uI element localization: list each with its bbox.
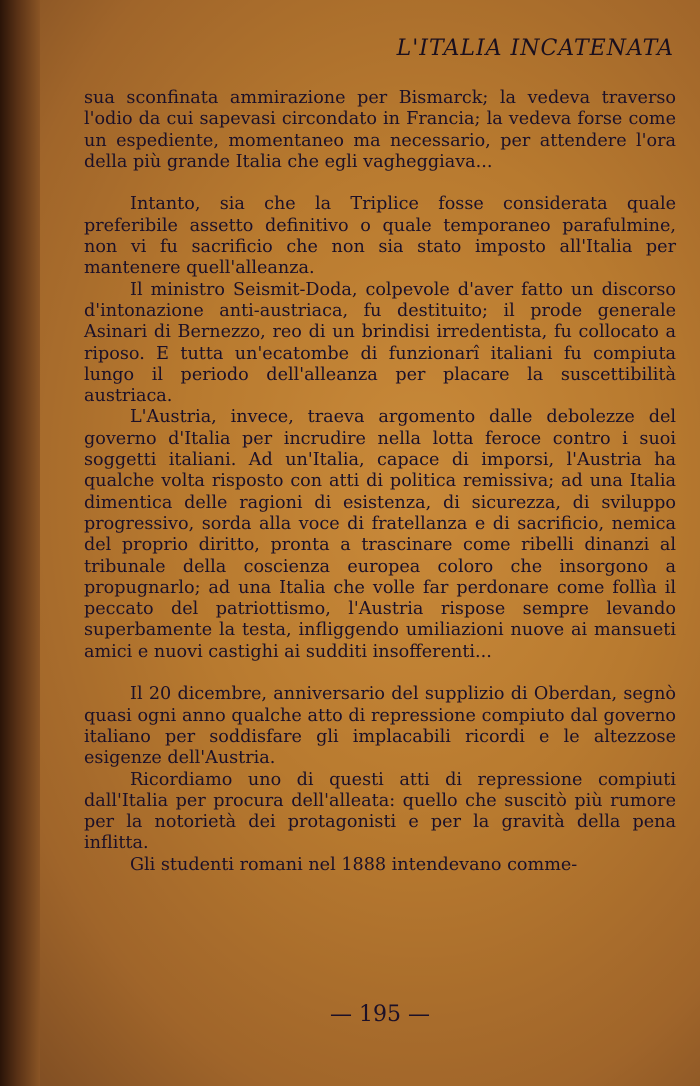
body-text: [84, 88, 676, 876]
paragraph-oberdan: Il 20 dicembre, anniversario del supplizio di Oberdan, segnò quasi ogni anno qualche atto di repressione compiuto dal governo italiano per soddisfare gli implacabili ricordi e le altezzose esigenze dell'Austria.: [84, 684, 676, 769]
paragraph-repressione: Ricordiamo uno di questi atti di repressione compiuti dall'Italia per procura dell'alleata: quello che suscitò più rumore per la notorietà dei protagonisti e per la gravità della pena inflitta.: [84, 769, 676, 854]
paragraph-seismit-doda: Il ministro Seismit-Doda, colpevole d'aver fatto un discorso d'intonazione anti-austriaca, fu destituito; il prode generale Asinari di Bernezzo, reo di un brindisi irredentista, fu collocato a riposo. E tutta un'ecatombe di funzionarî italiani fu compiuta lungo il periodo dell'alleanza per placare la suscettibilità austriaca.: [84, 279, 676, 407]
paragraph-austria: L'Austria, invece, traeva argomento dalle debolezze del governo d'Italia per incrudire nella lotta feroce contro i suoi soggetti italiani. Ad un'Italia, capace di imporsi, l'Austria ha qualche volta risposto con atti di politica remissiva; ad una Italia dimentica delle ragioni di esistenza, di sicurezza, di sviluppo progressivo, sorda alla voce di fratellanza e di sacrificio, nemica del proprio diritto, pronta a trascinare come ribelli dinanzi al tribunale della coscienza europea coloro che insorgono a propugnarlo; ad una Italia che volle far perdonare come follìa il peccato del patriottismo, l'Austria rispose sempre levando superbamente la testa, infliggendo umiliazioni nuove ai mansueti amici e nuovi castighi ai sudditi insofferenti...: [84, 407, 676, 662]
running-head: L'ITALIA INCATENATA: [396, 36, 674, 61]
page-number: — 195 —: [330, 1002, 430, 1027]
paragraph-continuation: sua sconfinata ammirazione per Bismarck; la vedeva traverso l'odio da cui sapevasi circondato in Francia; la vedeva forse come un espediente, momentaneo ma necessario, per attendere l'ora della più grande Italia che egli vagheggiava...: [84, 88, 676, 172]
paragraph-studenti: Gli studenti romani nel 1888 intendevano comme-: [130, 854, 578, 875]
book-spine-shadow: [0, 0, 40, 1086]
paragraph-triplice: Intanto, sia che la Triplice fosse considerata quale preferibile assetto definitivo o quale temporaneo parafulmine, non vi fu sacrificio che non sia stato imposto all'Italia per mantenere quell'alleanza.: [84, 194, 676, 279]
